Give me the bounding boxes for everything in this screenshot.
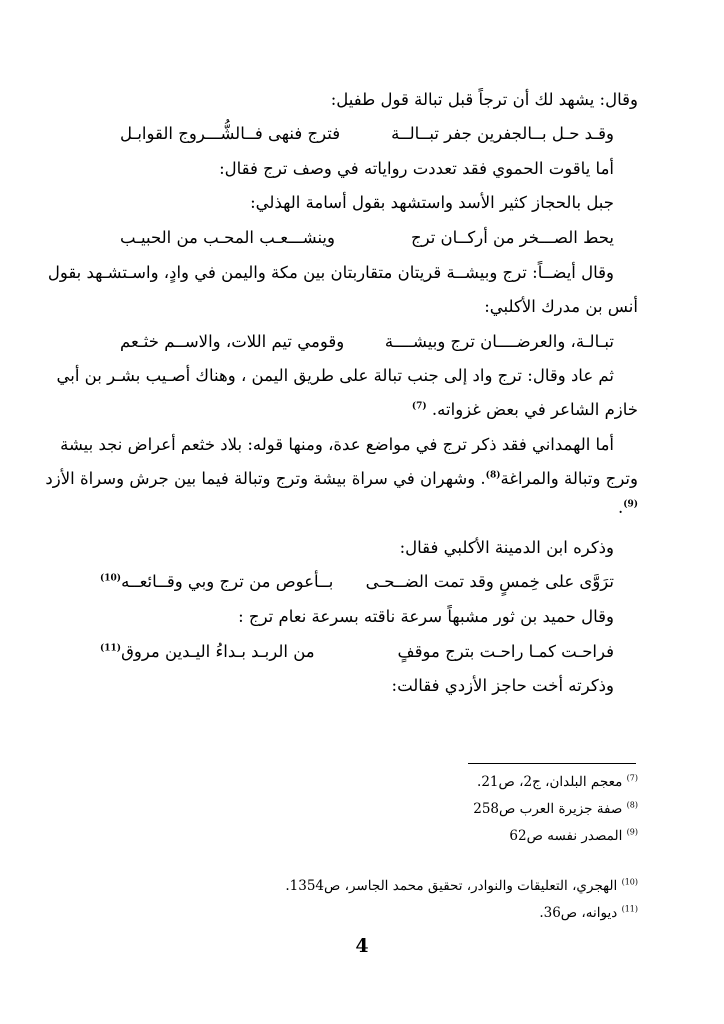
footnote-number: (10)	[621, 877, 638, 887]
line-text: .	[617, 498, 624, 517]
paragraph-line	[0, 158, 724, 180]
footnote-reference: (9)	[623, 499, 638, 510]
footnote-text: صفة جزيرة العرب ص258	[473, 801, 623, 817]
footnote	[285, 877, 638, 895]
verse-second-hemistich: وينشـــعـب المحـب من الحبيـب	[120, 228, 335, 247]
verse-first-hemistich: وقـد حـل بــالجفرين جفر تبــالــة	[391, 124, 614, 143]
line-text: وقال: يشهد لك أن ترجاً قبل تبالة قول طفيل:	[330, 90, 638, 109]
line-text: وترج وتبالة والمراغة	[500, 469, 638, 488]
paragraph-line	[0, 365, 724, 387]
paragraph-line	[0, 296, 724, 318]
verse-first-hemistich: فراحـت كمـا راحـت بترج موقفٍ	[397, 642, 614, 661]
paragraph-line	[0, 89, 724, 111]
line-text: أنس بن مدرك الأكلبي:	[484, 297, 638, 316]
page-number: 4	[355, 935, 369, 957]
footnote-text: ديوانه، ص36.	[539, 905, 618, 921]
footnote-reference: (8)	[485, 470, 501, 481]
footnote-number: (7)	[626, 773, 638, 783]
footnote	[473, 800, 638, 818]
verse-second-hemistich: فترج فنهى فــالشُّـــروج القوابـل	[120, 124, 341, 143]
line-text: أما الهمداني فقد ذكر ترج في مواضع عدة، ومنها قوله: بلاد خثعم أعراض نجد بيشة	[60, 435, 614, 454]
line-text: وقال أيضــاً: ترج وبيشــة قريتان متقاربتان بين مكة واليمن في وادٍ، واسـتشـهد بقول	[47, 263, 614, 282]
paragraph-line	[0, 262, 724, 284]
line-text: أما ياقوت الحموي فقد تعددت رواياته في وصف ترج فقال:	[219, 159, 614, 178]
paragraph-line	[0, 468, 724, 490]
footnote-reference: (11)	[100, 643, 122, 654]
paragraph-line	[0, 434, 724, 456]
footnote-number: (8)	[626, 800, 638, 810]
line-text: وقال حميد بن ثور مشبهاً سرعة ناقته بسرعة نعام ترج :	[238, 607, 614, 626]
verse-first-hemistich: ترَوَّى على خِمسٍ وقد تمت الضــحـى	[365, 572, 614, 591]
line-text: وذكره ابن الدمينة الأكلبي فقال:	[399, 538, 614, 557]
paragraph-line	[0, 399, 724, 421]
footnote-reference: (7)	[411, 401, 427, 412]
footnote-reference: (10)	[100, 573, 122, 584]
verse-second-hemistich	[100, 641, 315, 663]
footnote	[477, 773, 638, 791]
line-text: خازم الشاعر في بعض غزواته.	[431, 400, 638, 419]
verse-text: بــأعوص من ترج وبي وقــائعــه	[121, 572, 334, 591]
verse-second-hemistich	[100, 571, 333, 593]
footnote-text: الهجري، التعليقات والنوادر، تحقيق محمد الجاسر، ص1354.	[285, 878, 618, 894]
paragraph-line	[0, 606, 724, 628]
paragraph-line	[0, 537, 724, 559]
footnote-text: معجم البلدان، ج2، ص21.	[477, 774, 623, 790]
footnote	[509, 827, 638, 845]
footnote-number: (9)	[626, 827, 638, 837]
verse-second-hemistich: وقومي تيم اللات، والاســم خثـعم	[120, 332, 345, 351]
line-text: وذكرته أخت حاجز الأزدي فقالت:	[391, 676, 614, 695]
verse-text: من الربـد بـداءُ اليـدين مروق	[121, 642, 315, 661]
paragraph-line	[0, 675, 724, 697]
footnote	[539, 904, 638, 922]
line-text: جبل بالحجاز كثير الأسد واستشهد بقول أسامة الهذلي:	[250, 193, 614, 212]
line-text: ثم عاد وقال: ترج واد إلى جنب تبالة على طريق اليمن ، وهناك أصـيب بشـر بن أبي	[56, 366, 614, 385]
verse-first-hemistich: يحط الصـــخر من أركــان ترج	[410, 228, 614, 247]
footnote-divider	[468, 763, 636, 764]
footnote-number: (11)	[621, 904, 638, 914]
footnote-text: المصدر نفسه ص62	[509, 828, 623, 844]
paragraph-line	[0, 192, 724, 214]
line-text: . وشهران في سراة بيشة وترج وتبالة فيما بين جرش وسراة الأزد	[45, 469, 486, 488]
paragraph-line	[0, 497, 724, 519]
verse-first-hemistich: تبـالـة، والعرضــــان ترج وبيشــــة	[384, 332, 614, 351]
